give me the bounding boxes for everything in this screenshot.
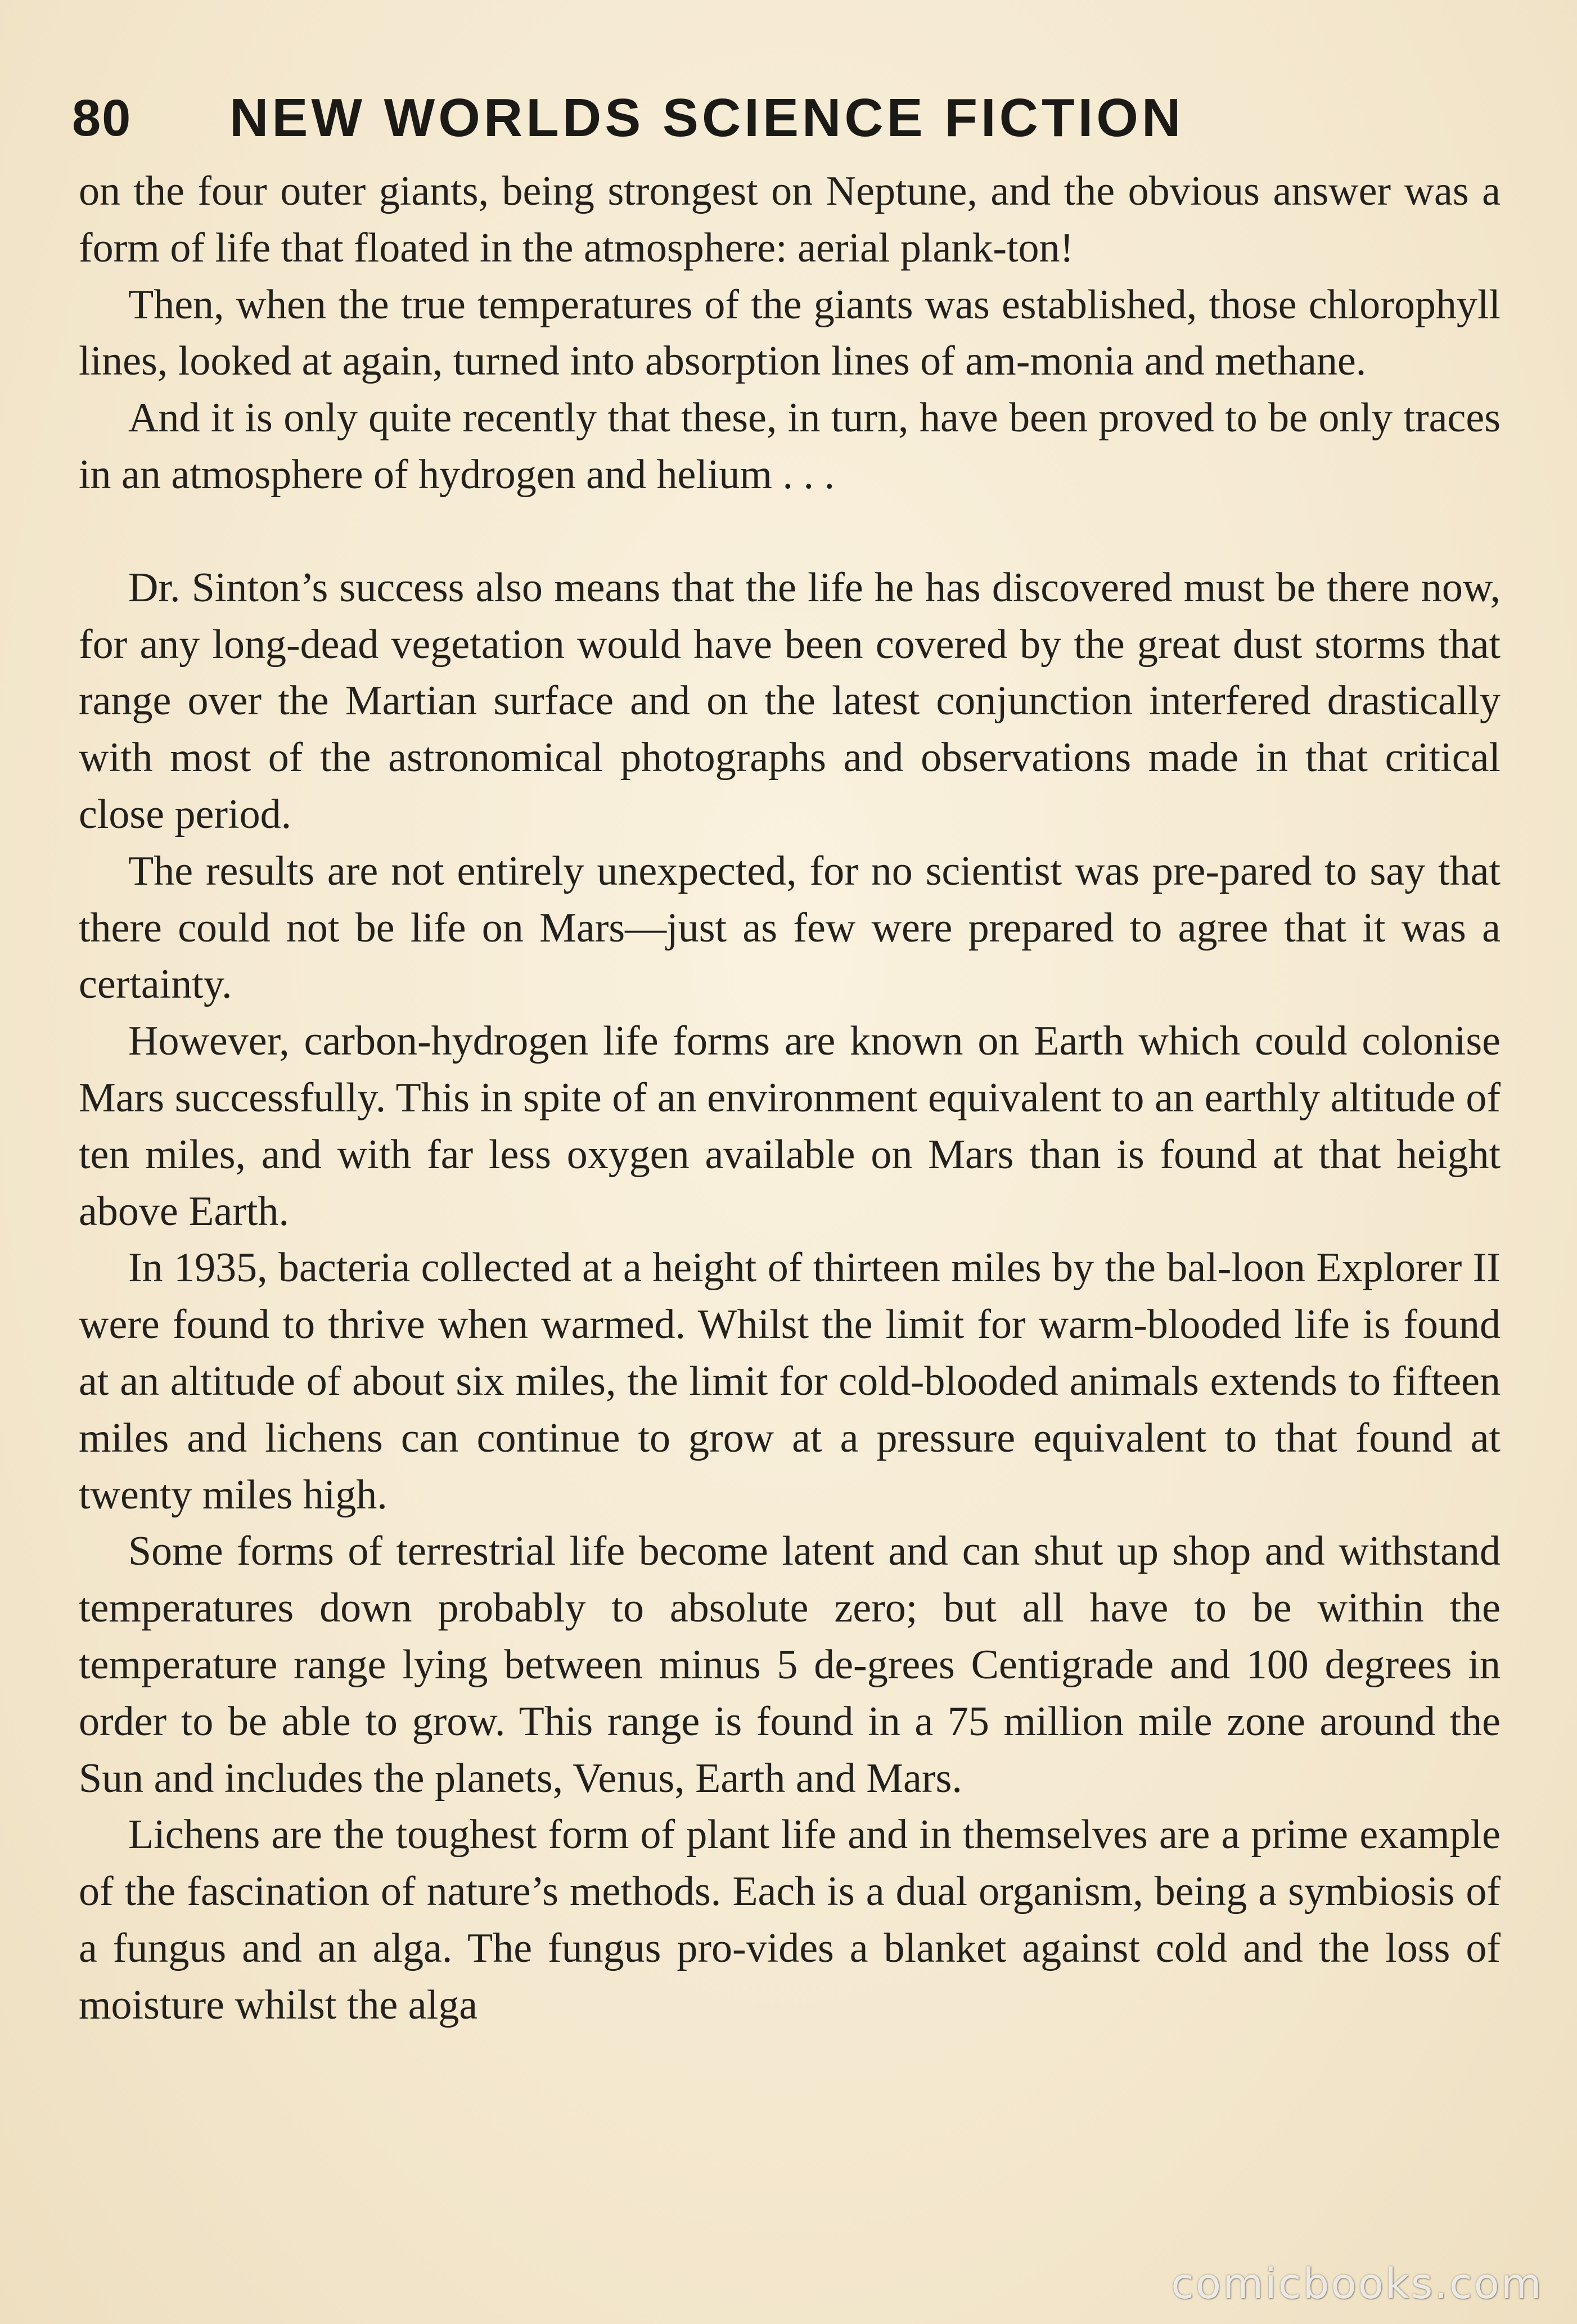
paragraph: Lichens are the toughest form of plant life and in themselves are a prime example of the fascination of nature’s methods. Each is a dual organism, being a symbiosis of a fungus and an alga. The fungus pro-vides a blanket against cold and the loss of moisture whilst the alga [79, 1812, 1501, 2028]
paragraph: Dr. Sinton’s success also means that the life he has discovered must be there now, for any long-dead vegetation would have been covered by the great dust storms that range over the Martian surface and on the latest conjunction interfered drastically with most of the astronomical photographs and observations made in that critical close period. [79, 564, 1501, 837]
article-body [79, 163, 1501, 2034]
paragraph: In 1935, bacteria collected at a height of thirteen miles by the bal-loon Explorer II were found to thrive when warmed. Whilst the limit for warm-blooded life is found at an altitude of about six miles, the limit for cold-blooded animals extends to fifteen miles and lichens can continue to grow at a pressure equivalent to that found at twenty miles high. [79, 1245, 1501, 1518]
paragraph: And it is only quite recently that these, in turn, have been proved to be only traces in an atmosphere of hydrogen and helium . . . [79, 395, 1501, 498]
paragraph-continued: on the four outer giants, being strongest on Neptune, and the obvious answer was a form of life that floated in the atmosphere: aerial plank-ton! [79, 168, 1501, 271]
page-number: 80 [72, 89, 132, 147]
page-header [72, 84, 1512, 152]
site-watermark: comicbooks.com [1171, 2260, 1543, 2308]
running-title: NEW WORLDS SCIENCE FICTION [229, 88, 1184, 148]
paragraph: However, carbon-hydrogen life forms are known on Earth which could colonise Mars successfully. This in spite of an environment equivalent to an earthly altitude of ten miles, and with far less oxygen available on Mars than is found at that height above Earth. [79, 1018, 1501, 1235]
paragraph: The results are not entirely unexpected, for no scientist was pre-pared to say that there could not be life on Mars—just as few were prepared to agree that it was a certainty. [79, 848, 1501, 1008]
paragraph: Some forms of terrestrial life become latent and can shut up shop and withstand temperatures down probably to absolute zero; but all have to be within the temperature range lying between minus 5 de-grees Centigrade and 100 degrees in order to be able to grow. This range is found in a 75 million mile zone around the Sun and includes the planets, Venus, Earth and Mars. [79, 1528, 1501, 1801]
paragraph: Then, when the true temperatures of the giants was established, those chlorophyll lines, looked at again, turned into absorption lines of am-monia and methane. [79, 281, 1501, 385]
